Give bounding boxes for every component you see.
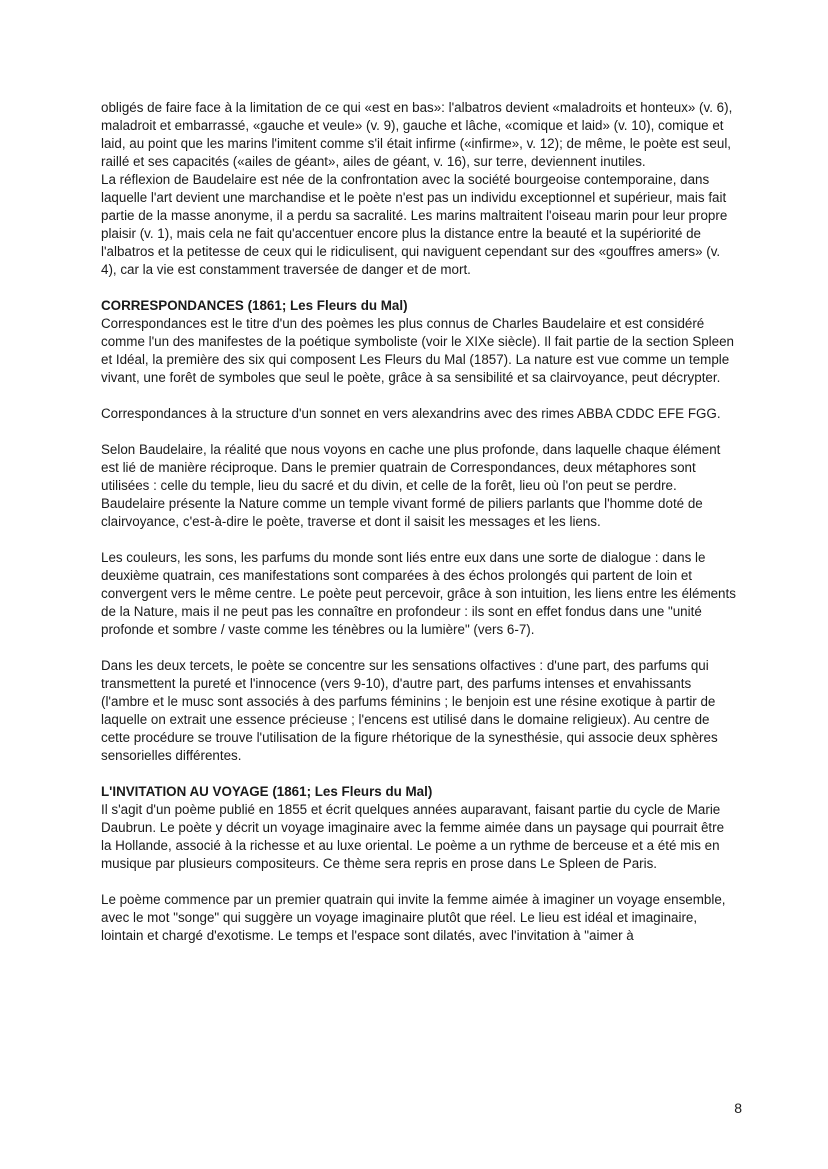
- paragraph-gap: [101, 423, 737, 441]
- paragraph-correspondances-intro: Correspondances est le titre d'un des poèmes les plus connus de Charles Baudelaire et est considéré comme l'un des manifestes de la poétique symboliste (voir le XIXe siècle). Il fait partie de la section Spleen et Idéal, la première des six qui composent Les Fleurs du Mal (1857). La nature est vue comme un temple vivant, une forêt de symboles que seul le poète, grâce à sa sensibilité et sa clairvoyance, peut décrypter.: [101, 316, 734, 385]
- page-body: [101, 99, 737, 945]
- paragraph-albatros-continuation: obligés de faire face à la limitation de ce qui «est en bas»: l'albatros devient «maladroits et honteux» (v. 6), maladroit et embarrassé, «gauche et veule» (v. 9), gauche et lâche, «comique et laid» (v. 10), comique et laid, au point que les marins l'imitent comme s'il était infirme («infirme», v. 12); de même, le poète est seul, raillé et ses capacités («ailes de géant», ailes de géant, v. 16), sur terre, deviennent inutiles.: [101, 100, 733, 169]
- paragraph-correspondances-tercets: Dans les deux tercets, le poète se concentre sur les sensations olfactives : d'une part, des parfums qui transmettent la pureté et l'innocence (vers 9-10), d'autre part, des parfums intenses et envahissants (l'ambre et le musc sont associés à des parfums féminins ; le benjoin est une résine exotique à partir de laquelle on extrait une essence précieuse ; l'encens est utilisé dans le domaine religieux). Au centre de cette procédure se trouve l'utilisation de la figure rhétorique de la synesthésie, qui associe deux sphères sensorielles différentes.: [101, 658, 718, 763]
- heading-correspondances: CORRESPONDANCES (1861; Les Fleurs du Mal): [101, 298, 408, 313]
- paragraph-gap: [101, 765, 737, 783]
- paragraph-invitation-quatrain: Le poème commence par un premier quatrain qui invite la femme aimée à imaginer un voyage ensemble, avec le mot "songe" qui suggère un voyage imaginaire plutôt que réel. Le lieu est idéal et imaginaire, lointain et chargé d'exotisme. Le temps et l'espace sont dilatés, avec l'invitation à "aimer à: [101, 892, 726, 943]
- paragraph-correspondances-structure: Correspondances à la structure d'un sonnet en vers alexandrins avec des rimes ABBA CDDC EFE FGG.: [101, 406, 721, 421]
- paragraph-gap: [101, 639, 737, 657]
- paragraph-invitation-intro: Il s'agit d'un poème publié en 1855 et écrit quelques années auparavant, faisant partie du cycle de Marie Daubrun. Le poète y décrit un voyage imaginaire avec la femme aimée dans un paysage qui pourrait être la Hollande, associé à la richesse et au luxe oriental. Le poème a un rythme de berceuse et a été mis en musique par plusieurs compositeurs. Ce thème sera repris en prose dans Le Spleen de Paris.: [101, 802, 725, 871]
- paragraph-correspondances-colors: Les couleurs, les sons, les parfums du monde sont liés entre eux dans une sorte de dialogue : dans le deuxième quatrain, ces manifestations sont comparées à des échos prolongés qui partent de loin et convergent vers le même centre. Le poète peut percevoir, grâce à son intuition, les liens entre les éléments de la Nature, mais il ne peut pas les connaître en profondeur : ils sont en effet fondus dans une "unité profonde et sombre / vaste comme les ténèbres ou la lumière" (vers 6-7).: [101, 550, 736, 637]
- heading-invitation-au-voyage: L'INVITATION AU VOYAGE (1861; Les Fleurs du Mal): [101, 784, 433, 799]
- paragraph-albatros-reflection: La réflexion de Baudelaire est née de la confrontation avec la société bourgeoise contemporaine, dans laquelle l'art devient une marchandise et le poète n'est pas un individu exceptionnel et supérieur, mais fait partie de la masse anonyme, il a perdu sa sacralité. Les marins maltraitent l'oiseau marin pour leur propre plaisir (v. 1), mais cela ne fait qu'accentuer encore plus la distance entre la beauté et la supériorité de l'albatros et la petitesse de ceux qui le ridiculisent, qui naviguent cependant sur des «gouffres amers» (v. 4), car la vie est constamment traversée de danger et de mort.: [101, 172, 728, 277]
- paragraph-gap: [101, 873, 737, 891]
- paragraph-gap: [101, 387, 737, 405]
- page-number: 8: [734, 1100, 742, 1116]
- paragraph-correspondances-reality: Selon Baudelaire, la réalité que nous voyons en cache une plus profonde, dans laquelle chaque élément est lié de manière réciproque. Dans le premier quatrain de Correspondances, deux métaphores sont utilisées : celle du temple, lieu du sacré et du divin, et celle de la forêt, lieu où l'on peut se perdre. Baudelaire présente la Nature comme un temple vivant formé de piliers parlants que l'homme doté de clairvoyance, c'est-à-dire le poète, traverse et dont il saisit les messages et les liens.: [101, 442, 721, 529]
- paragraph-gap: [101, 279, 737, 297]
- paragraph-gap: [101, 531, 737, 549]
